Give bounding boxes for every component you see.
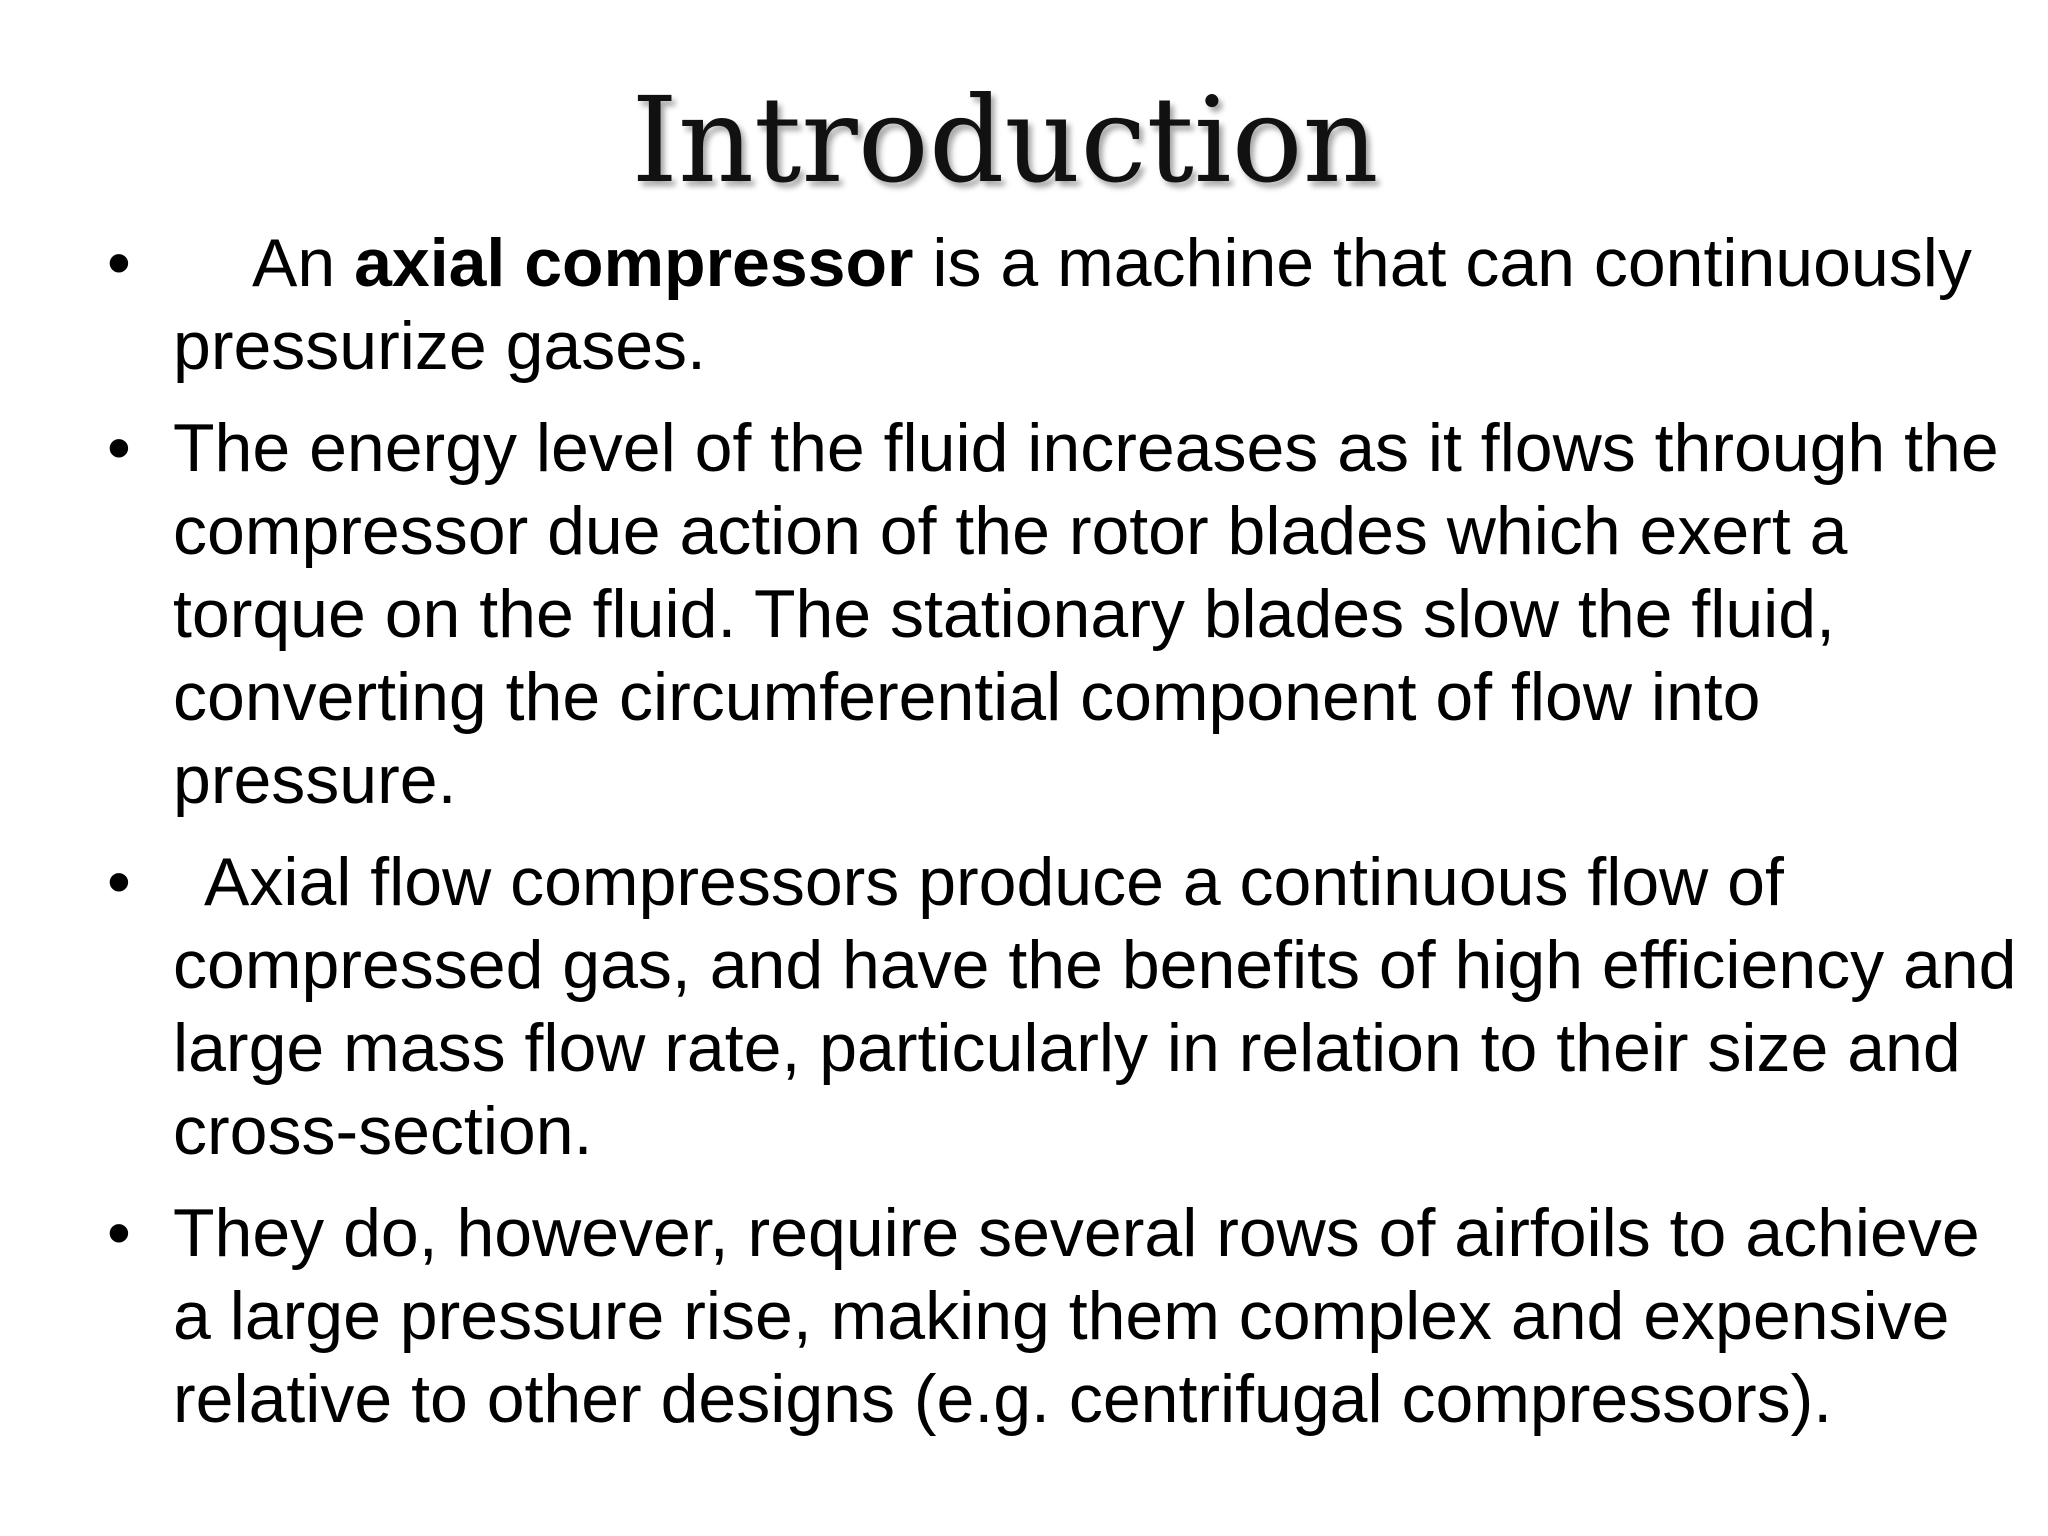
bullet-line: torque on the fluid. The stationary blades slow the fluid, bbox=[173, 576, 1835, 652]
bullet-marker: • bbox=[107, 844, 131, 920]
bullet-line: cross-section. bbox=[173, 1093, 593, 1169]
bullet-item bbox=[0, 841, 2048, 1173]
bullet-line: compressed gas, and have the benefits of high efficiency and bbox=[173, 927, 2017, 1003]
bullet-line: converting the circumferential component of flow into bbox=[173, 659, 1761, 735]
bullet-item bbox=[0, 407, 2048, 822]
bullet-bold-term: axial compressor bbox=[354, 225, 914, 301]
bullet-marker: • bbox=[107, 410, 131, 486]
bullet-line: pressure. bbox=[173, 742, 457, 818]
bullet-line bbox=[173, 222, 2028, 305]
bullet-item bbox=[0, 222, 2048, 388]
bullet-line: Axial flow compressors produce a continuous flow of bbox=[204, 844, 1784, 920]
bullet-text: is a machine that can continuously bbox=[913, 225, 1972, 301]
slide-title: Introduction bbox=[631, 71, 1379, 209]
bullet-line: relative to other designs (e.g. centrifugal compressors). bbox=[173, 1361, 1833, 1437]
bullet-list bbox=[0, 222, 2048, 1460]
bullet-line: They do, however, require several rows of airfoils to achieve bbox=[173, 1195, 1980, 1271]
bullet-line: a large pressure rise, making them complex and expensive bbox=[173, 1278, 1950, 1354]
bullet-text: An bbox=[252, 225, 355, 301]
bullet-marker: • bbox=[107, 1195, 131, 1271]
bullet-line: large mass flow rate, particularly in relation to their size and bbox=[173, 1010, 1961, 1086]
bullet-item bbox=[0, 1192, 2048, 1441]
bullet-line: pressurize gases. bbox=[173, 308, 706, 384]
bullet-marker: • bbox=[107, 225, 131, 301]
bullet-line: compressor due action of the rotor blades which exert a bbox=[173, 493, 1848, 569]
bullet-line: The energy level of the fluid increases as it flows through the bbox=[173, 410, 1999, 486]
